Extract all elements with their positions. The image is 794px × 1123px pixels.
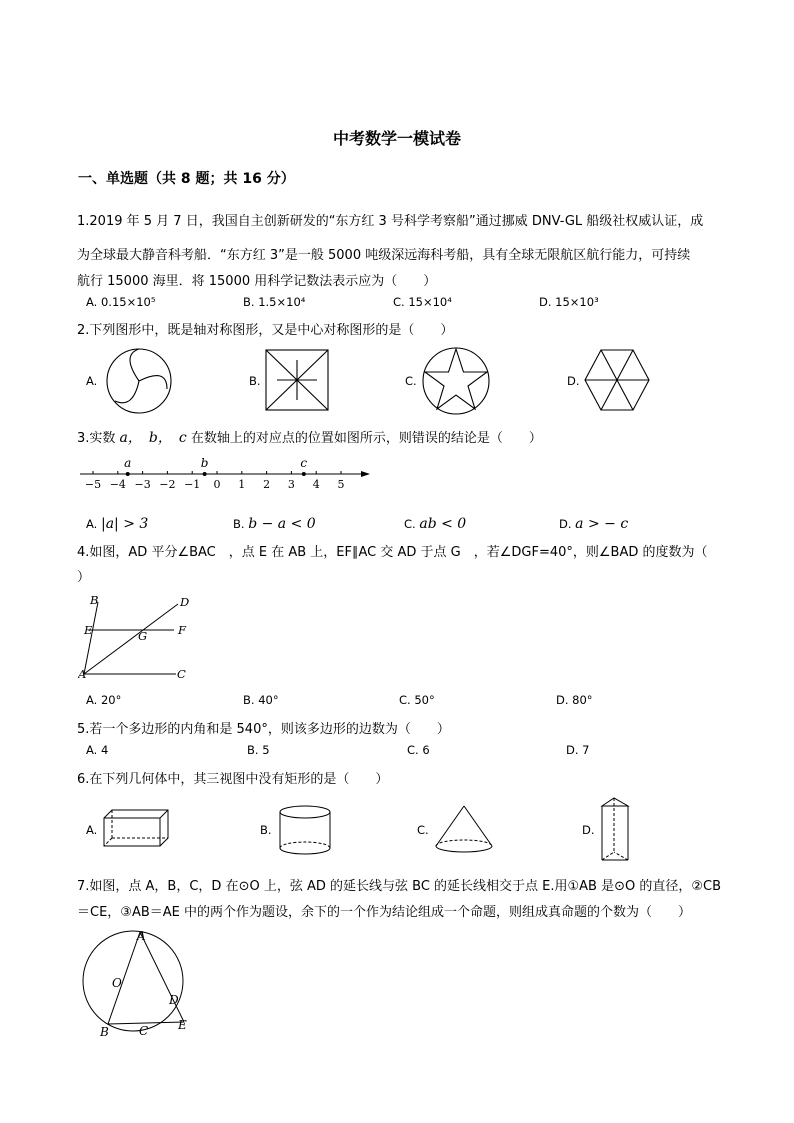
q3-option-a-math: |a| > 3 [100, 516, 149, 532]
q3-option-a [86, 516, 148, 532]
q6-label-c: C. [417, 823, 429, 837]
q3-stem-vars: a， b， c [119, 430, 187, 446]
q3-option-b-letter: B. [233, 517, 245, 531]
number-line-tick-label: 4 [312, 478, 320, 491]
number-line-tick-label: 5 [337, 478, 345, 491]
q2-figure-b-square-pinwheel [264, 348, 330, 412]
q7-line1: 7.如图，点 A，B，C，D 在⊙O 上，弦 AD 的延长线与弦 BC 的延长线相交于点 E.用①AB 是⊙O 的直径，②CB [77, 879, 722, 894]
q1-option-c: C. 15×10⁴ [393, 295, 452, 309]
q5-option-a: A. 4 [86, 743, 109, 757]
q5-stem: 5.若一个多边形的内角和是 540°，则该多边形的边数为（ ） [77, 722, 450, 737]
number-line-tick-label: 3 [287, 478, 295, 491]
q4-option-c: C. 50° [399, 693, 435, 707]
q4-point-f: F [178, 623, 186, 637]
section-heading: 一、单选题（共 8 题；共 16 分） [78, 171, 295, 187]
q1-option-a: A. 0.15×10⁵ [86, 295, 156, 309]
q6-figure-a-cuboid [100, 808, 172, 850]
number-line-tick-label: −3 [134, 478, 151, 491]
q4-angle-figure [78, 590, 198, 682]
number-line-tick-label: 1 [238, 478, 246, 491]
q6-figure-b-cylinder [276, 804, 334, 858]
q4-point-a: A [78, 667, 87, 681]
q2-label-c: C. [405, 374, 417, 388]
q1-line2: 为全球最大静音科考船．“东方红 3”是一般 5000 吨级深远海科考船，具有全球无限航区航行能力，可持续 [77, 248, 691, 263]
q4-point-b: B [90, 593, 99, 607]
q1-option-d: D. 15×10³ [539, 295, 599, 309]
q7-point-c: C [139, 1024, 149, 1038]
q3-option-c [404, 516, 466, 532]
q7-line2: ＝CE，③AB＝AE 中的两个作为题设，余下的一个作为结论组成一个命题，则组成真命题的个数为（ ） [77, 905, 691, 920]
number-line-point-label-a: a [124, 456, 132, 470]
q3-stem [77, 427, 542, 447]
q4-point-g: G [138, 629, 148, 643]
q7-point-d: D [169, 993, 179, 1007]
number-line-point-label-c: c [300, 456, 308, 470]
number-line-point-label-b: b [200, 456, 209, 470]
q3-option-d [559, 516, 628, 532]
q3-option-c-math: ab < 0 [419, 516, 467, 532]
q6-label-b: B. [260, 823, 272, 837]
q2-figure-a-swirl-circle [103, 345, 175, 417]
q3-option-d-math: a > − c [575, 516, 629, 532]
q3-stem-post: 在数轴上的对应点的位置如图所示，则错误的结论是（ ） [190, 431, 542, 446]
q2-figure-d-hexagon [583, 347, 651, 413]
q3-option-b-math: b − a < 0 [248, 516, 316, 532]
q2-stem: 2.下列图形中，既是轴对称图形，又是中心对称图形的是（ ） [77, 323, 454, 338]
q4-point-e: E [84, 623, 93, 637]
number-line-point-c [302, 472, 306, 476]
page-title: 中考数学一模试卷 [332, 129, 461, 148]
number-line-tick-label: −2 [159, 478, 176, 491]
q7-point-e: E [178, 1018, 187, 1032]
q5-option-d: D. 7 [566, 743, 590, 757]
number-line-tick-label: −5 [84, 478, 102, 491]
number-line-tick-label: 2 [263, 478, 271, 491]
q6-label-a: A. [86, 823, 98, 837]
q5-option-c: C. 6 [407, 743, 430, 757]
number-line-tick-label: 0 [213, 478, 221, 491]
q4-point-c: C [177, 667, 186, 681]
number-line-tick-label: −1 [184, 478, 201, 491]
q2-label-d: D. [567, 374, 580, 388]
q4-line2: ） [77, 570, 91, 585]
q1-line1: 1.2019 年 5 月 7 日，我国自主创新研发的“东方红 3 号科学考察船”通过挪威 DNV-GL 船级社权威认证，成 [77, 214, 704, 229]
q2-label-b: B. [249, 374, 261, 388]
q3-option-b [233, 516, 316, 532]
q3-number-line [76, 452, 376, 492]
q7-point-a: A [137, 929, 146, 943]
q7-circle-figure [76, 926, 198, 1040]
number-line-point-b [203, 472, 207, 476]
number-line-point-a [126, 472, 130, 476]
q4-option-d: D. 80° [556, 693, 593, 707]
q7-point-b: B [100, 1025, 109, 1039]
q1-option-b: B. 1.5×10⁴ [243, 295, 306, 309]
q3-option-a-letter: A. [86, 517, 98, 531]
q2-label-a: A. [86, 374, 98, 388]
q4-option-a: A. 20° [86, 693, 122, 707]
q6-stem: 6.在下列几何体中，其三视图中没有矩形的是（ ） [77, 772, 389, 787]
q4-line1: 4.如图，AD 平分∠BAC ，点 E 在 AB 上，EF∥AC 交 AD 于点 G ，若∠DGF=40°，则∠BAD 的度数为（ [77, 545, 708, 560]
q3-option-c-letter: C. [404, 517, 416, 531]
q4-point-d: D [180, 595, 190, 609]
q6-figure-c-cone [432, 804, 496, 858]
number-line-tick-label: −4 [109, 478, 126, 491]
q6-label-d: D. [582, 823, 595, 837]
q2-figure-c-star-circle [420, 345, 492, 417]
q3-stem-pre: 3.实数 [77, 431, 116, 446]
q7-point-o: O [112, 976, 122, 990]
q5-option-b: B. 5 [247, 743, 270, 757]
q1-line3: 航行 15000 海里．将 15000 用科学记数法表示应为（ ） [77, 274, 437, 289]
q3-option-d-letter: D. [559, 517, 572, 531]
q6-figure-d-prism [598, 796, 634, 864]
q4-option-b: B. 40° [243, 693, 279, 707]
